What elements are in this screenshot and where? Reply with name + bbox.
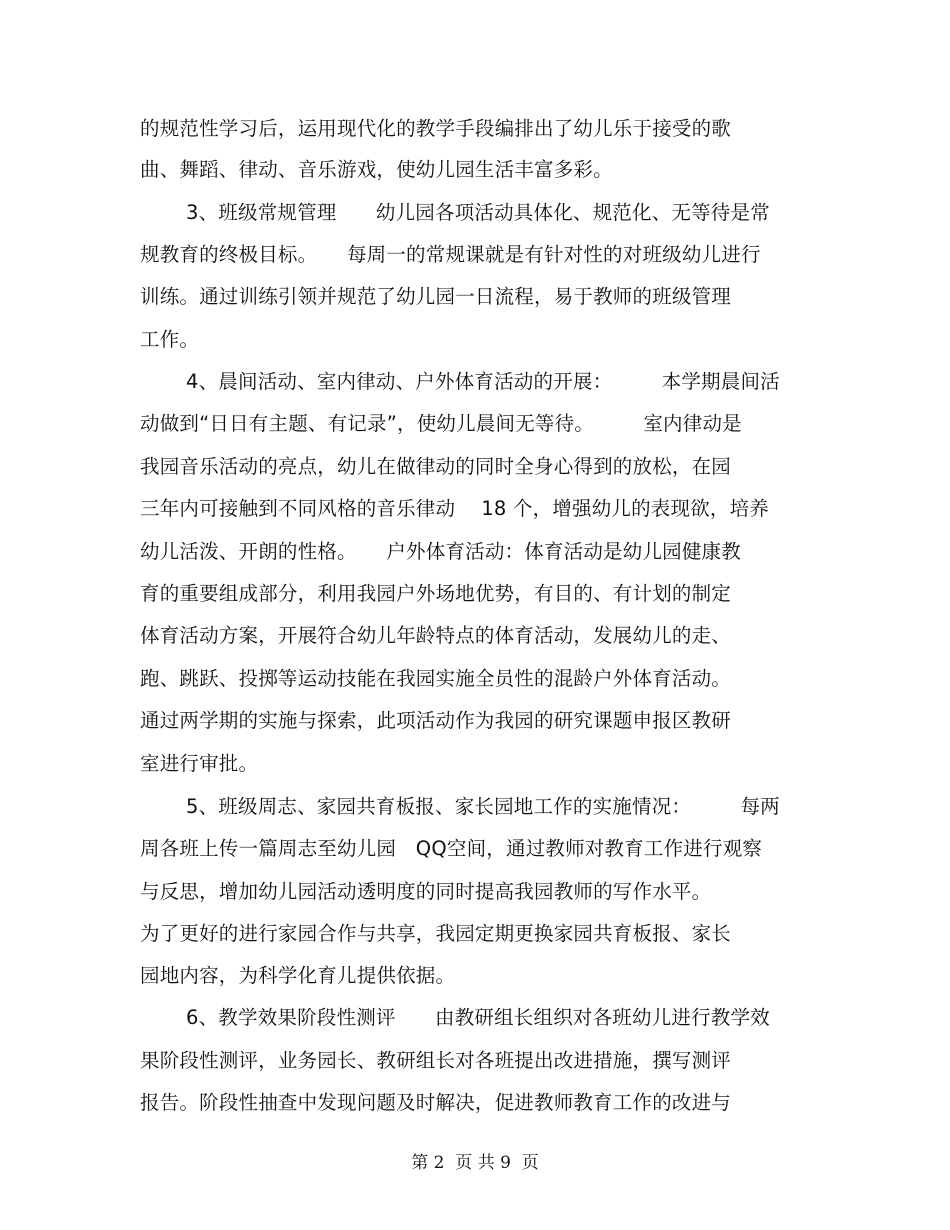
paragraph-line: 育的重要组成部分，利用我园户外场地优势，有目的、有计划的制定 [140, 582, 732, 605]
paragraph-line: 三年内可接触到不同风格的音乐律动 18 个，增强幼儿的表现欲，培养 [140, 497, 770, 520]
paragraph-line: 果阶段性测评，业务园长、教研组长对各班提出改进措施，撰写测评 [140, 1049, 732, 1072]
paragraph-line: 我园音乐活动的亮点，幼儿在做律动的同时全身心得到的放松，在园 [140, 455, 732, 478]
section-heading-line: 6、教学效果阶段性测评 由教研组长组织对各班幼儿进行教学效 [186, 1006, 770, 1029]
section-heading-line: 5、班级周志、家园共育板报、家长园地工作的实施情况： 每两 [186, 795, 780, 818]
paragraph-line: 报告。阶段性抽查中发现问题及时解决，促进教师教育工作的改进与 [140, 1091, 732, 1114]
paragraph-line: 规教育的终极目标。 每周一的常规课就是有针对性的对班级幼儿进行 [140, 243, 761, 266]
paragraph-line: 训练。通过训练引领并规范了幼儿园一日流程，易于教师的班级管理 [140, 285, 732, 308]
page-number-footer: 第 2 页 共 9 页 [411, 1153, 539, 1173]
paragraph-line: 曲、舞蹈、律动、音乐游戏，使幼儿园生活丰富多彩。 [140, 158, 613, 181]
paragraph-line: 工作。 [140, 328, 200, 351]
paragraph-line: 为了更好的进行家园合作与共享，我园定期更换家园共育板报、家长 [140, 922, 732, 945]
section-heading-line: 4、晨间活动、室内律动、户外体育活动的开展： 本学期晨间活 [186, 370, 780, 393]
paragraph-line: 的规范性学习后，运用现代化的教学手段编排出了幼儿乐于接受的歌 [140, 117, 732, 140]
paragraph-line: 动做到“日日有主题、有记录”，使幼儿晨间无等待。 室内律动是 [140, 412, 742, 435]
paragraph-line: 通过两学期的实施与探索，此项活动作为我园的研究课题申报区教研 [140, 709, 732, 732]
paragraph-line: 园地内容，为科学化育儿提供依据。 [140, 964, 456, 987]
paragraph-line: 幼儿活泼、开朗的性格。 户外体育活动：体育活动是幼儿园健康教 [140, 540, 741, 563]
paragraph-line: 与反思，增加幼儿园活动透明度的同时提高我园教师的写作水平。 [140, 880, 712, 903]
paragraph-line: 室进行审批。 [140, 752, 259, 775]
section-heading-line: 3、班级常规管理 幼儿园各项活动具体化、规范化、无等待是常 [186, 201, 770, 224]
paragraph-line: 周各班上传一篇周志至幼儿园 QQ空间，通过教师对教育工作进行观察 [140, 837, 763, 860]
paragraph-line: 跑、跳跃、投掷等运动技能在我园实施全员性的混龄户外体育活动。 [140, 667, 732, 690]
paragraph-line: 体育活动方案，开展符合幼儿年龄特点的体育活动，发展幼儿的走、 [140, 624, 732, 647]
